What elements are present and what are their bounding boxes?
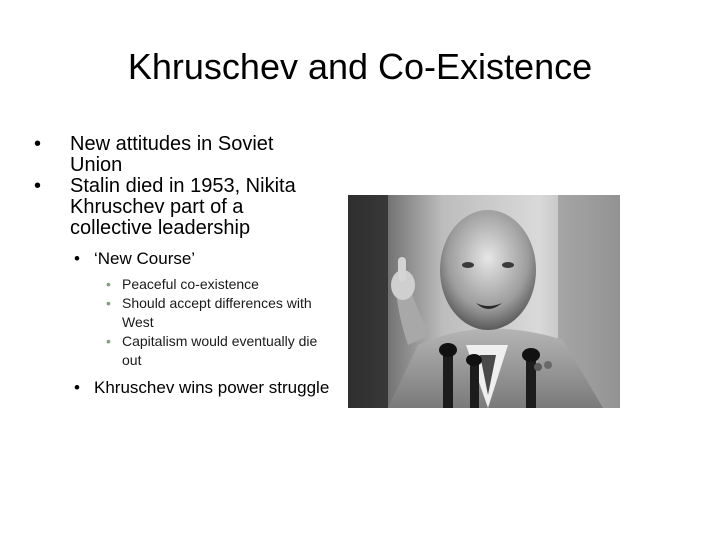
bullet-text: Stalin died in 1953, Nikita Khruschev part of a collective leadership bbox=[70, 175, 296, 239]
bullet-glyph: • bbox=[74, 249, 80, 268]
sub-sub-bullet-text: Should accept differences with West bbox=[122, 295, 312, 330]
person-speaking-photo-icon bbox=[348, 195, 620, 408]
bullet-list bbox=[30, 134, 330, 398]
sub-sub-bullet-list bbox=[30, 275, 330, 370]
bullet-item-2 bbox=[30, 176, 330, 239]
sub-sub-bullet-text: Peaceful co-existence bbox=[122, 276, 259, 292]
sub-sub-bullet-text: Capitalism would eventually die out bbox=[122, 333, 318, 368]
sub-bullet-text: Khruschev wins power struggle bbox=[94, 378, 330, 397]
bullet-item-1 bbox=[30, 134, 330, 176]
bullet-glyph: • bbox=[106, 276, 111, 292]
khruschev-photo bbox=[348, 195, 620, 408]
sub-sub-bullet-item-3 bbox=[30, 332, 330, 370]
sub-bullet-text: ‘New Course’ bbox=[94, 249, 196, 268]
sub-sub-bullet-item-1 bbox=[30, 275, 330, 294]
sub-bullet-item-1 bbox=[30, 249, 330, 269]
bullet-glyph: • bbox=[74, 378, 80, 397]
sub-bullet-item-2 bbox=[30, 378, 330, 398]
bullet-glyph: • bbox=[34, 133, 42, 155]
bullet-glyph: • bbox=[34, 175, 42, 197]
sub-sub-bullet-item-2 bbox=[30, 294, 330, 332]
bullet-text: New attitudes in Soviet Union bbox=[70, 133, 274, 176]
slide-title: Khruschev and Co-Existence bbox=[127, 46, 593, 87]
bullet-glyph: • bbox=[106, 333, 111, 349]
bullet-glyph: • bbox=[106, 295, 111, 311]
